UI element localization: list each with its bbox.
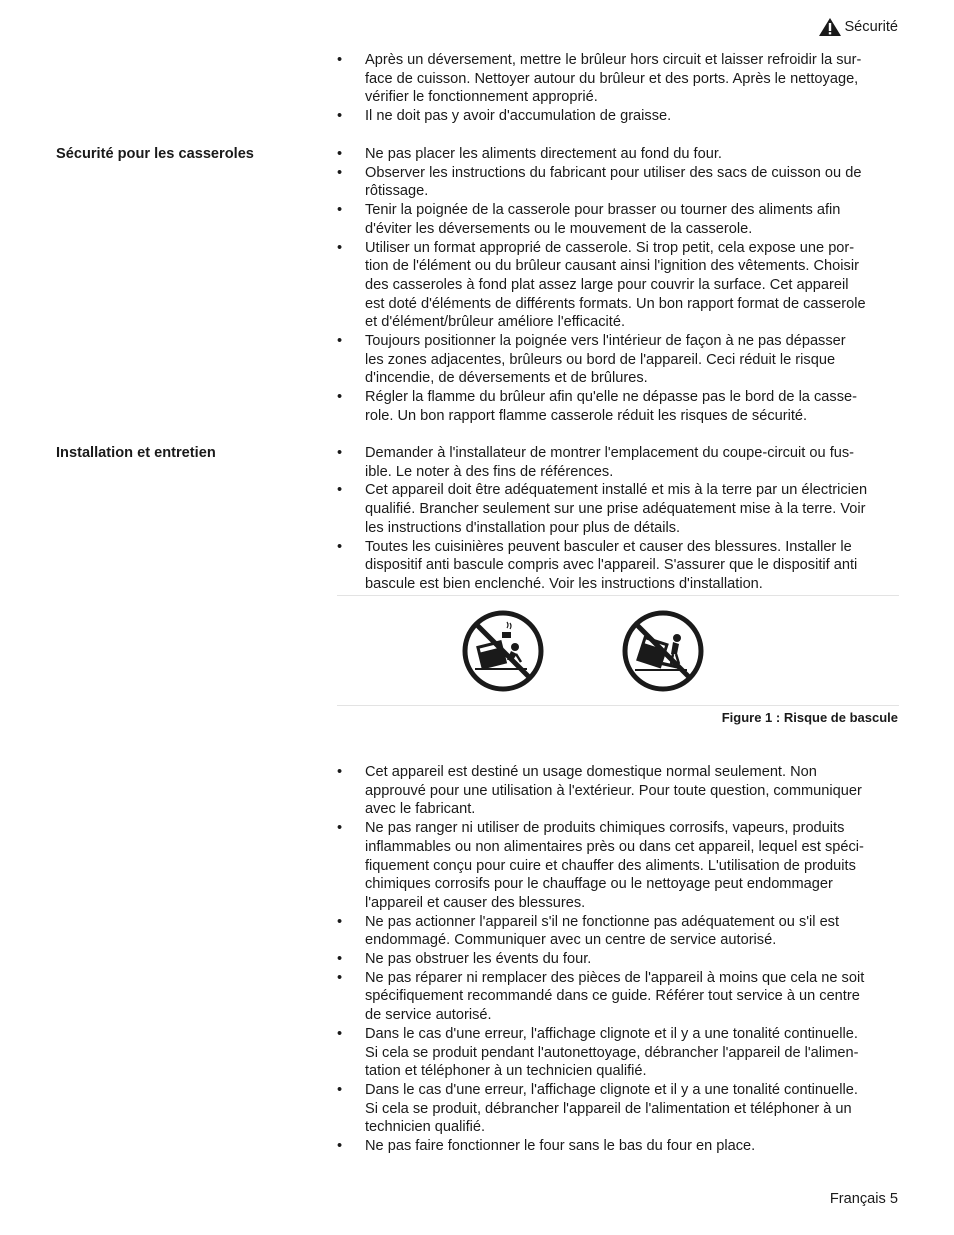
figure-caption: Figure 1 : Risque de bascule — [721, 710, 898, 725]
list-item: • Ne pas placer les aliments directement au fond du four. — [337, 146, 722, 162]
list-item: • Ne pas obstruer les évents du four. — [337, 951, 592, 968]
list-item: • Ne pas actionner l'appareil s'il ne fonctionne pas adéquatement ou s'il est endommagé. Communiquer avec un centre de service autorisé. — [337, 913, 840, 949]
installation-list — [337, 444, 899, 594]
section-heading-installation: Installation et entretien — [56, 445, 216, 461]
list-item: • Ne pas ranger ni utiliser de produits chimiques corrosifs, vapeurs, produits inflammables ou non alimentaires près ou dans cet appareil, lequel est spéci- fiquement conçu pour cuire et chauffer des aliments. L'utilisation de produits chimiques corrosifs pour le chauffage ou le nettoyage peut endommager l'appareil et causer des blessures. — [337, 820, 864, 911]
page-number: Français 5 — [829, 1191, 898, 1207]
page-header — [818, 17, 898, 37]
list-item: • Ne pas faire fonctionner le four sans le bas du four en place. — [337, 1138, 756, 1155]
list-item: • Cet appareil doit être adéquatement installé et mis à la terre par un électricien qualifié. Brancher seulement sur une prise adéquatement mise à la terre. Voir les instructions d'installation pour plus de détails. — [337, 482, 868, 536]
list-item: • Dans le cas d'une erreur, l'affichage clignote et il y a une tonalité continuelle. Si cela se produit, débrancher l'appareil de l'alimentation et téléphoner à un technicien qualifié. — [337, 1081, 858, 1136]
list-item: • Utiliser un format approprié de casserole. Si trop petit, cela expose une por- tion de l'élément ou du brûleur causant ainsi l'ignition des vêtements. Choisir des casseroles à fond plat assez large pour couvrir la surface. Cet appareil est doté d'éléments de différents formats. Un bon rapport format de casserole et d'élément/brûleur améliore l'efficacité. — [337, 239, 866, 331]
intro-list — [337, 51, 899, 126]
warning-triangle-icon — [818, 17, 842, 37]
list-item: • Régler la flamme du brûleur afin qu'elle ne dépasse pas le bord de la casse- role. Un bon rapport flamme casserole réduit les risques de sécurité. — [337, 389, 857, 424]
list-item: • Ne pas réparer ni remplacer des pièces de l'appareil à moins que cela ne soit spécifiquement recommandé dans ce guide. Référer tout service à un centre de service autorisé. — [337, 969, 865, 1024]
section-title: Sécurité — [844, 19, 898, 36]
list-item: • Dans le cas d'une erreur, l'affichage clignote et il y a une tonalité continuelle. Si cela se produit pendant l'autonettoyage, débrancher l'appareil de l'alimen- tation et téléphoner à un technicien qualifié. — [337, 1025, 859, 1080]
no-child-climbing-oven-icon — [461, 610, 545, 692]
list-item: • Tenir la poignée de la casserole pour brasser ou tourner des aliments afin d'éviter les déversements ou le mouvement de la casserole. — [337, 202, 841, 237]
list-item: • Demander à l'installateur de montrer l'emplacement du coupe-circuit ou fus- ible. Le noter à des fins de références. — [337, 445, 855, 480]
casseroles-list — [337, 145, 899, 426]
section-heading-casseroles: Sécurité pour les casseroles — [56, 146, 254, 162]
list-item: • Toutes les cuisinières peuvent basculer et causer des blessures. Installer le dispositif anti bascule compris avec l'appareil. S'assurer que le dispositif anti bascule est bien enclenché. Voir les instructions d'installation. — [337, 538, 858, 592]
list-item: • Il ne doit pas y avoir d'accumulation de graisse. — [337, 108, 672, 125]
no-child-on-oven-door-icon — [621, 610, 705, 692]
list-item: • Toujours positionner la poignée vers l'intérieur de façon à ne pas dépasser les zones adjacentes, brûleurs ou bord de l'appareil. Ceci réduit le risque d'incendie, de déversements et de brûlures. — [337, 333, 846, 387]
general-safety-list — [337, 763, 899, 1156]
figure-tip-hazard — [337, 595, 899, 706]
list-item: • Observer les instructions du fabricant pour utiliser des sacs de cuisson ou de rôtissage. — [337, 164, 862, 200]
list-item: • Cet appareil est destiné un usage domestique normal seulement. Non approuvé pour une utilisation à l'extérieur. Pour toute question, communiquer avec le fabricant. — [337, 764, 862, 818]
list-item: • Après un déversement, mettre le brûleur hors circuit et laisser refroidir la sur- face de cuisson. Nettoyer autour du brûleur et des ports. Après le nettoyage, vérifier le fonctionnement approprié. — [337, 52, 862, 106]
